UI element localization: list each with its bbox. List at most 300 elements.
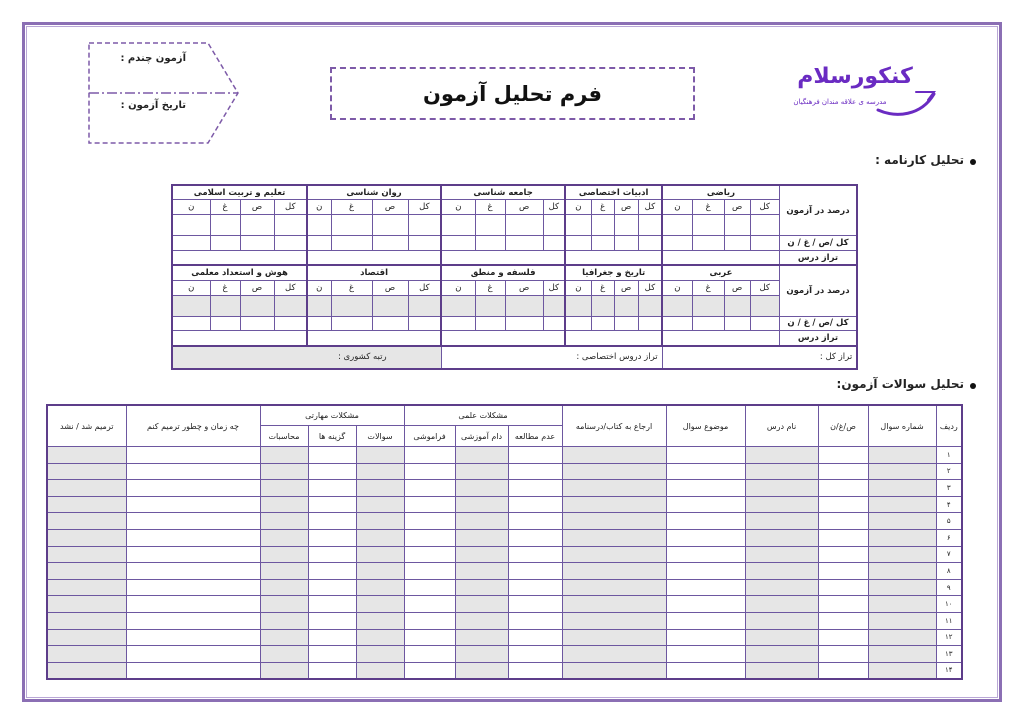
- entry-cell[interactable]: [818, 612, 868, 629]
- count-cell[interactable]: [692, 236, 724, 251]
- subject-header: عربی: [662, 265, 779, 280]
- entry-cell[interactable]: [818, 662, 868, 679]
- entry-cell[interactable]: [868, 612, 936, 629]
- count-cell[interactable]: [662, 236, 692, 251]
- count-cell[interactable]: [591, 316, 614, 331]
- questions-table: [46, 404, 963, 680]
- col-row: ردیف: [936, 405, 962, 447]
- entry-cell[interactable]: [308, 596, 356, 613]
- count-cell[interactable]: [662, 316, 692, 331]
- entry-cell[interactable]: [868, 662, 936, 679]
- entry-cell[interactable]: [47, 529, 126, 546]
- score-cell[interactable]: [475, 295, 505, 316]
- entry-cell[interactable]: [404, 447, 455, 464]
- score-cell[interactable]: [662, 295, 692, 316]
- entry-cell[interactable]: [666, 529, 745, 546]
- entry-cell[interactable]: [356, 496, 404, 513]
- score-cell[interactable]: [724, 295, 750, 316]
- count-cell[interactable]: [331, 316, 372, 331]
- entry-cell[interactable]: [356, 646, 404, 663]
- entry-cell[interactable]: [666, 496, 745, 513]
- entry-cell[interactable]: [404, 463, 455, 480]
- score-cell[interactable]: [210, 295, 240, 316]
- score-cell[interactable]: [543, 295, 565, 316]
- score-cell[interactable]: [372, 295, 408, 316]
- entry-cell[interactable]: [562, 629, 666, 646]
- entry-cell[interactable]: [126, 463, 260, 480]
- count-cell[interactable]: [274, 316, 307, 331]
- entry-cell[interactable]: [455, 612, 508, 629]
- entry-cell[interactable]: [47, 629, 126, 646]
- sub-header-cell: ن: [565, 280, 591, 295]
- entry-cell[interactable]: [356, 596, 404, 613]
- entry-cell[interactable]: [868, 480, 936, 497]
- row-label-counts: کل /ص / غ / ن: [779, 236, 857, 251]
- specialty-level-cell[interactable]: تراز دروس اختصاصی :: [441, 346, 662, 369]
- score-cell[interactable]: [240, 295, 274, 316]
- entry-cell[interactable]: [47, 612, 126, 629]
- entry-cell[interactable]: [308, 629, 356, 646]
- entry-cell[interactable]: [126, 662, 260, 679]
- score-cell[interactable]: [372, 215, 408, 236]
- entry-cell[interactable]: [308, 529, 356, 546]
- level-cell[interactable]: [307, 251, 441, 266]
- entry-cell[interactable]: [666, 596, 745, 613]
- entry-cell[interactable]: [47, 513, 126, 530]
- national-rank-cell[interactable]: رتبه کشوری :: [172, 346, 441, 369]
- score-cell[interactable]: [172, 295, 210, 316]
- score-cell[interactable]: [638, 295, 662, 316]
- entry-cell[interactable]: [47, 596, 126, 613]
- entry-cell[interactable]: [508, 646, 562, 663]
- entry-cell[interactable]: [260, 529, 308, 546]
- count-cell[interactable]: [408, 316, 441, 331]
- entry-cell[interactable]: [818, 546, 868, 563]
- entry-cell[interactable]: [868, 646, 936, 663]
- entry-cell[interactable]: [260, 612, 308, 629]
- entry-cell[interactable]: [356, 662, 404, 679]
- entry-cell[interactable]: [562, 646, 666, 663]
- entry-cell[interactable]: [404, 579, 455, 596]
- level-cell[interactable]: [441, 251, 565, 266]
- entry-cell[interactable]: [745, 529, 818, 546]
- count-cell[interactable]: [591, 236, 614, 251]
- score-cell[interactable]: [565, 295, 591, 316]
- entry-cell[interactable]: [818, 513, 868, 530]
- entry-cell[interactable]: [562, 496, 666, 513]
- count-cell[interactable]: [172, 316, 210, 331]
- count-cell[interactable]: [475, 316, 505, 331]
- entry-cell[interactable]: [455, 463, 508, 480]
- entry-cell[interactable]: [308, 662, 356, 679]
- score-cell[interactable]: [505, 215, 543, 236]
- entry-cell[interactable]: [455, 529, 508, 546]
- entry-cell[interactable]: [745, 579, 818, 596]
- score-cell[interactable]: [331, 295, 372, 316]
- entry-cell[interactable]: [404, 546, 455, 563]
- entry-cell[interactable]: [455, 513, 508, 530]
- sub-header-cell: کل: [408, 200, 441, 215]
- level-cell[interactable]: [565, 331, 662, 346]
- score-cell[interactable]: [565, 215, 591, 236]
- score-cell[interactable]: [274, 215, 307, 236]
- score-cell[interactable]: [240, 215, 274, 236]
- count-cell[interactable]: [441, 236, 475, 251]
- entry-cell[interactable]: [745, 513, 818, 530]
- entry-cell[interactable]: [356, 463, 404, 480]
- exam-number-label: آزمون چندم :: [120, 53, 186, 64]
- entry-cell[interactable]: [455, 480, 508, 497]
- entry-cell[interactable]: [666, 646, 745, 663]
- score-cell[interactable]: [750, 295, 779, 316]
- entry-cell[interactable]: [308, 447, 356, 464]
- count-cell[interactable]: [543, 316, 565, 331]
- count-cell[interactable]: [441, 316, 475, 331]
- subject-header: فلسفه و منطق: [441, 265, 565, 280]
- entry-cell[interactable]: [404, 629, 455, 646]
- entry-cell[interactable]: [868, 447, 936, 464]
- count-cell[interactable]: [543, 236, 565, 251]
- entry-cell[interactable]: [404, 596, 455, 613]
- entry-cell[interactable]: [260, 447, 308, 464]
- score-cell[interactable]: [750, 215, 779, 236]
- sub-header-cell: ن: [307, 280, 331, 295]
- count-cell[interactable]: [372, 236, 408, 251]
- entry-cell[interactable]: [508, 496, 562, 513]
- entry-cell[interactable]: [868, 529, 936, 546]
- entry-cell[interactable]: [404, 612, 455, 629]
- entry-cell[interactable]: [404, 646, 455, 663]
- entry-cell[interactable]: [868, 563, 936, 580]
- count-cell[interactable]: [638, 316, 662, 331]
- entry-cell[interactable]: [126, 447, 260, 464]
- entry-cell[interactable]: [818, 646, 868, 663]
- entry-cell[interactable]: [260, 579, 308, 596]
- entry-cell[interactable]: [260, 480, 308, 497]
- entry-cell[interactable]: [868, 463, 936, 480]
- count-cell[interactable]: [565, 236, 591, 251]
- entry-cell[interactable]: [562, 596, 666, 613]
- level-cell[interactable]: [565, 251, 662, 266]
- entry-cell[interactable]: [508, 480, 562, 497]
- level-cell[interactable]: [441, 331, 565, 346]
- entry-cell[interactable]: [745, 662, 818, 679]
- entry-cell[interactable]: [455, 579, 508, 596]
- sub-col-forgot: فراموشی: [404, 426, 455, 447]
- count-cell[interactable]: [331, 236, 372, 251]
- count-cell[interactable]: [565, 316, 591, 331]
- entry-cell[interactable]: [818, 480, 868, 497]
- entry-cell[interactable]: [356, 546, 404, 563]
- entry-cell[interactable]: [508, 463, 562, 480]
- entry-cell[interactable]: [745, 546, 818, 563]
- entry-cell[interactable]: [745, 629, 818, 646]
- entry-cell[interactable]: [126, 563, 260, 580]
- entry-cell[interactable]: [666, 579, 745, 596]
- entry-cell[interactable]: [356, 529, 404, 546]
- score-cell[interactable]: [475, 215, 505, 236]
- row-number: ۱: [936, 447, 962, 464]
- score-cell[interactable]: [591, 215, 614, 236]
- entry-cell[interactable]: [562, 513, 666, 530]
- entry-cell[interactable]: [260, 496, 308, 513]
- subject-header: جامعه شناسی: [441, 185, 565, 200]
- entry-cell[interactable]: [508, 662, 562, 679]
- col-scientific-problems: مشکلات علمی: [404, 405, 562, 426]
- entry-cell[interactable]: [562, 463, 666, 480]
- entry-cell[interactable]: [260, 563, 308, 580]
- entry-cell[interactable]: [562, 546, 666, 563]
- entry-cell[interactable]: [308, 612, 356, 629]
- entry-cell[interactable]: [308, 463, 356, 480]
- score-cell[interactable]: [307, 295, 331, 316]
- entry-cell[interactable]: [126, 646, 260, 663]
- level-cell[interactable]: [307, 331, 441, 346]
- count-cell[interactable]: [172, 236, 210, 251]
- score-cell[interactable]: [331, 215, 372, 236]
- score-cell[interactable]: [441, 215, 475, 236]
- entry-cell[interactable]: [868, 596, 936, 613]
- entry-cell[interactable]: [404, 496, 455, 513]
- report-card-heading: تحلیل کارنامه :: [875, 153, 964, 167]
- entry-cell[interactable]: [455, 447, 508, 464]
- entry-cell[interactable]: [868, 579, 936, 596]
- count-cell[interactable]: [240, 236, 274, 251]
- entry-cell[interactable]: [666, 463, 745, 480]
- level-cell[interactable]: [172, 251, 307, 266]
- entry-cell[interactable]: [745, 463, 818, 480]
- score-cell[interactable]: [724, 215, 750, 236]
- entry-cell[interactable]: [260, 646, 308, 663]
- entry-cell[interactable]: [47, 463, 126, 480]
- entry-cell[interactable]: [666, 480, 745, 497]
- entry-cell[interactable]: [126, 612, 260, 629]
- row-number: ۱۲: [936, 629, 962, 646]
- entry-cell[interactable]: [47, 496, 126, 513]
- entry-cell[interactable]: [356, 513, 404, 530]
- level-cell[interactable]: [662, 251, 779, 266]
- count-cell[interactable]: [750, 236, 779, 251]
- entry-cell[interactable]: [562, 529, 666, 546]
- entry-cell[interactable]: [818, 496, 868, 513]
- entry-cell[interactable]: [508, 447, 562, 464]
- entry-cell[interactable]: [404, 563, 455, 580]
- entry-cell[interactable]: [745, 496, 818, 513]
- score-cell[interactable]: [307, 215, 331, 236]
- entry-cell[interactable]: [818, 629, 868, 646]
- sub-header-cell: ص: [614, 280, 638, 295]
- entry-cell[interactable]: [126, 596, 260, 613]
- score-cell[interactable]: [441, 295, 475, 316]
- count-cell[interactable]: [475, 236, 505, 251]
- entry-cell[interactable]: [818, 447, 868, 464]
- entry-cell[interactable]: [260, 662, 308, 679]
- entry-cell[interactable]: [126, 496, 260, 513]
- entry-cell[interactable]: [455, 546, 508, 563]
- table-row: [47, 662, 962, 679]
- entry-cell[interactable]: [308, 513, 356, 530]
- entry-cell[interactable]: [818, 579, 868, 596]
- entry-cell[interactable]: [745, 612, 818, 629]
- entry-cell[interactable]: [260, 596, 308, 613]
- entry-cell[interactable]: [126, 629, 260, 646]
- subject-header: اقتصاد: [307, 265, 441, 280]
- score-cell[interactable]: [662, 215, 692, 236]
- score-cell[interactable]: [274, 295, 307, 316]
- entry-cell[interactable]: [260, 546, 308, 563]
- entry-cell[interactable]: [404, 662, 455, 679]
- score-cell[interactable]: [543, 215, 565, 236]
- entry-cell[interactable]: [455, 629, 508, 646]
- entry-cell[interactable]: [745, 596, 818, 613]
- entry-cell[interactable]: [818, 596, 868, 613]
- entry-cell[interactable]: [666, 662, 745, 679]
- entry-cell[interactable]: [47, 646, 126, 663]
- entry-cell[interactable]: [356, 579, 404, 596]
- entry-cell[interactable]: [356, 563, 404, 580]
- count-cell[interactable]: [372, 316, 408, 331]
- entry-cell[interactable]: [356, 629, 404, 646]
- entry-cell[interactable]: [666, 447, 745, 464]
- entry-cell[interactable]: [308, 579, 356, 596]
- entry-cell[interactable]: [745, 646, 818, 663]
- entry-cell[interactable]: [47, 579, 126, 596]
- count-cell[interactable]: [408, 236, 441, 251]
- entry-cell[interactable]: [745, 447, 818, 464]
- entry-cell[interactable]: [308, 563, 356, 580]
- level-cell[interactable]: [662, 331, 779, 346]
- entry-cell[interactable]: [404, 480, 455, 497]
- entry-cell[interactable]: [666, 563, 745, 580]
- entry-cell[interactable]: [356, 447, 404, 464]
- entry-cell[interactable]: [47, 546, 126, 563]
- entry-cell[interactable]: [745, 563, 818, 580]
- entry-cell[interactable]: [455, 496, 508, 513]
- entry-cell[interactable]: [308, 646, 356, 663]
- entry-cell[interactable]: [562, 579, 666, 596]
- score-cell[interactable]: [210, 215, 240, 236]
- entry-cell[interactable]: [508, 612, 562, 629]
- entry-cell[interactable]: [126, 513, 260, 530]
- entry-cell[interactable]: [508, 513, 562, 530]
- entry-cell[interactable]: [126, 546, 260, 563]
- count-cell[interactable]: [307, 316, 331, 331]
- score-cell[interactable]: [591, 295, 614, 316]
- entry-cell[interactable]: [508, 629, 562, 646]
- count-cell[interactable]: [692, 316, 724, 331]
- entry-cell[interactable]: [745, 480, 818, 497]
- entry-cell[interactable]: [868, 496, 936, 513]
- subject-header: تعلیم و تربیت اسلامی: [172, 185, 307, 200]
- level-cell[interactable]: [172, 331, 307, 346]
- entry-cell[interactable]: [818, 563, 868, 580]
- entry-cell[interactable]: [47, 662, 126, 679]
- score-cell[interactable]: [505, 295, 543, 316]
- entry-cell[interactable]: [868, 546, 936, 563]
- entry-cell[interactable]: [308, 546, 356, 563]
- score-cell[interactable]: [614, 295, 638, 316]
- row-label-percent: درصد در آزمون: [779, 185, 857, 236]
- count-cell[interactable]: [505, 236, 543, 251]
- entry-cell[interactable]: [404, 513, 455, 530]
- entry-cell[interactable]: [308, 496, 356, 513]
- entry-cell[interactable]: [868, 629, 936, 646]
- score-cell[interactable]: [408, 215, 441, 236]
- entry-cell[interactable]: [508, 596, 562, 613]
- count-cell[interactable]: [724, 236, 750, 251]
- sub-header-cell: کل: [750, 280, 779, 295]
- entry-cell[interactable]: [260, 629, 308, 646]
- score-cell[interactable]: [692, 295, 724, 316]
- entry-cell[interactable]: [562, 447, 666, 464]
- entry-cell[interactable]: [455, 563, 508, 580]
- entry-cell[interactable]: [666, 546, 745, 563]
- score-cell[interactable]: [408, 295, 441, 316]
- entry-cell[interactable]: [508, 563, 562, 580]
- table-row: [47, 447, 962, 464]
- entry-cell[interactable]: [260, 463, 308, 480]
- count-cell[interactable]: [638, 236, 662, 251]
- count-cell[interactable]: [210, 236, 240, 251]
- entry-cell[interactable]: [562, 662, 666, 679]
- entry-cell[interactable]: [47, 480, 126, 497]
- entry-cell[interactable]: [868, 513, 936, 530]
- entry-cell[interactable]: [562, 563, 666, 580]
- entry-cell[interactable]: [818, 463, 868, 480]
- entry-cell[interactable]: [308, 480, 356, 497]
- count-cell[interactable]: [724, 316, 750, 331]
- entry-cell[interactable]: [260, 513, 308, 530]
- entry-cell[interactable]: [508, 579, 562, 596]
- report-card-table: [171, 184, 858, 370]
- score-cell[interactable]: [614, 215, 638, 236]
- entry-cell[interactable]: [126, 480, 260, 497]
- entry-cell[interactable]: [404, 529, 455, 546]
- count-cell[interactable]: [505, 316, 543, 331]
- entry-cell[interactable]: [455, 662, 508, 679]
- count-cell[interactable]: [750, 316, 779, 331]
- entry-cell[interactable]: [126, 579, 260, 596]
- sub-header-cell: ن: [441, 280, 475, 295]
- count-cell[interactable]: [240, 316, 274, 331]
- entry-cell[interactable]: [356, 480, 404, 497]
- count-cell[interactable]: [210, 316, 240, 331]
- entry-cell[interactable]: [508, 546, 562, 563]
- subject-header: هوش و استعداد معلمی: [172, 265, 307, 280]
- entry-cell[interactable]: [47, 447, 126, 464]
- count-cell[interactable]: [614, 236, 638, 251]
- entry-cell[interactable]: [126, 529, 260, 546]
- entry-cell[interactable]: [666, 629, 745, 646]
- count-cell[interactable]: [614, 316, 638, 331]
- total-level-cell[interactable]: تراز کل :: [662, 346, 857, 369]
- entry-cell[interactable]: [666, 513, 745, 530]
- entry-cell[interactable]: [562, 480, 666, 497]
- entry-cell[interactable]: [666, 612, 745, 629]
- entry-cell[interactable]: [562, 612, 666, 629]
- entry-cell[interactable]: [508, 529, 562, 546]
- entry-cell[interactable]: [47, 563, 126, 580]
- score-cell[interactable]: [692, 215, 724, 236]
- count-cell[interactable]: [307, 236, 331, 251]
- entry-cell[interactable]: [455, 646, 508, 663]
- entry-cell[interactable]: [818, 529, 868, 546]
- entry-cell[interactable]: [356, 612, 404, 629]
- score-cell[interactable]: [638, 215, 662, 236]
- count-cell[interactable]: [274, 236, 307, 251]
- score-cell[interactable]: [172, 215, 210, 236]
- entry-cell[interactable]: [455, 596, 508, 613]
